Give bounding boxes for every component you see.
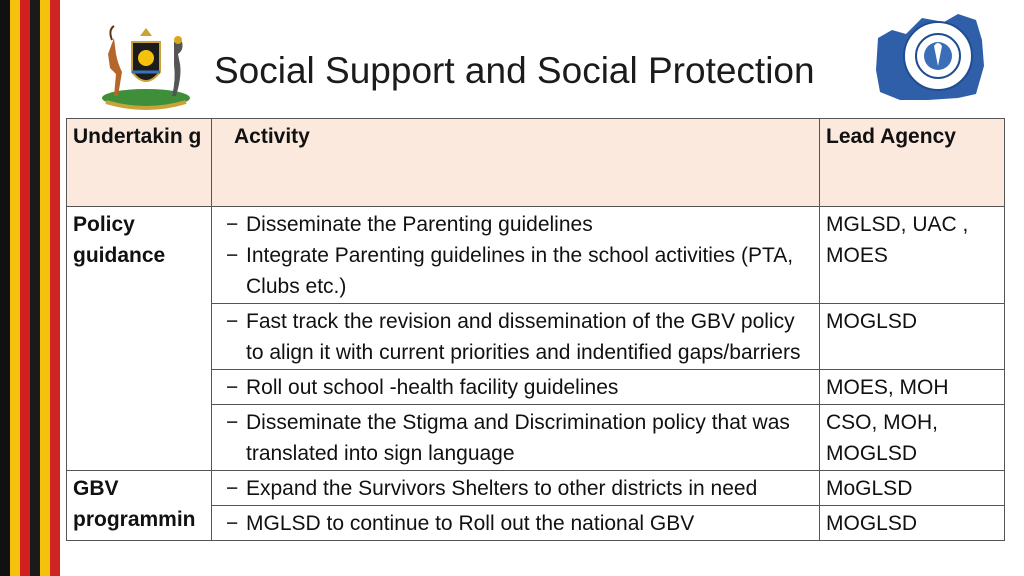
- lead-agency-cell: CSO, MOH, MOGLSD: [820, 405, 1005, 471]
- table-header-row: [67, 119, 1005, 207]
- lead-agency-cell: MGLSD, UAC , MOES: [820, 207, 1005, 304]
- list-item: − MGLSD to continue to Roll out the national GBV: [226, 512, 695, 535]
- page-title: Social Support and Social Protection: [214, 50, 815, 91]
- list-item: − Disseminate the Parenting guidelines: [226, 213, 593, 236]
- lead-agency-cell: MoGLSD: [820, 471, 1005, 506]
- activity-cell: [212, 471, 820, 506]
- lead-agency-cell: MOGLSD: [820, 506, 1005, 541]
- list-item: − Integrate Parenting guidelines in the school activities (PTA, Clubs etc.): [226, 244, 794, 298]
- uganda-coat-of-arms-icon: [88, 24, 204, 112]
- undertaking-cell: GBV programmin: [67, 471, 212, 541]
- undertaking-cell: Policy guidance: [67, 207, 212, 471]
- header-undertaking: Undertakin g: [67, 119, 212, 207]
- header-activity: Activity: [212, 119, 820, 207]
- uganda-flag-stripes: [0, 0, 60, 576]
- header-lead-agency: Lead Agency: [820, 119, 1005, 207]
- list-item: − Disseminate the Stigma and Discrimination policy that was translated into sign language: [226, 411, 790, 465]
- activity-cell: [212, 370, 820, 405]
- table-row: [67, 471, 1005, 506]
- list-item: − Expand the Survivors Shelters to other districts in need: [226, 477, 758, 500]
- table-row: [67, 207, 1005, 304]
- undertakings-table: [66, 118, 1005, 541]
- lead-agency-cell: MOGLSD: [820, 304, 1005, 370]
- uganda-aids-commission-seal-icon: [872, 10, 990, 110]
- activity-cell: [212, 304, 820, 370]
- list-item: − Roll out school -health facility guidelines: [226, 376, 619, 399]
- lead-agency-cell: MOES, MOH: [820, 370, 1005, 405]
- list-item: − Fast track the revision and dissemination of the GBV policy to align it with current priorities and indentified gaps/barriers: [226, 310, 801, 364]
- activity-cell: [212, 506, 820, 541]
- activity-cell: [212, 405, 820, 471]
- activity-cell: [212, 207, 820, 304]
